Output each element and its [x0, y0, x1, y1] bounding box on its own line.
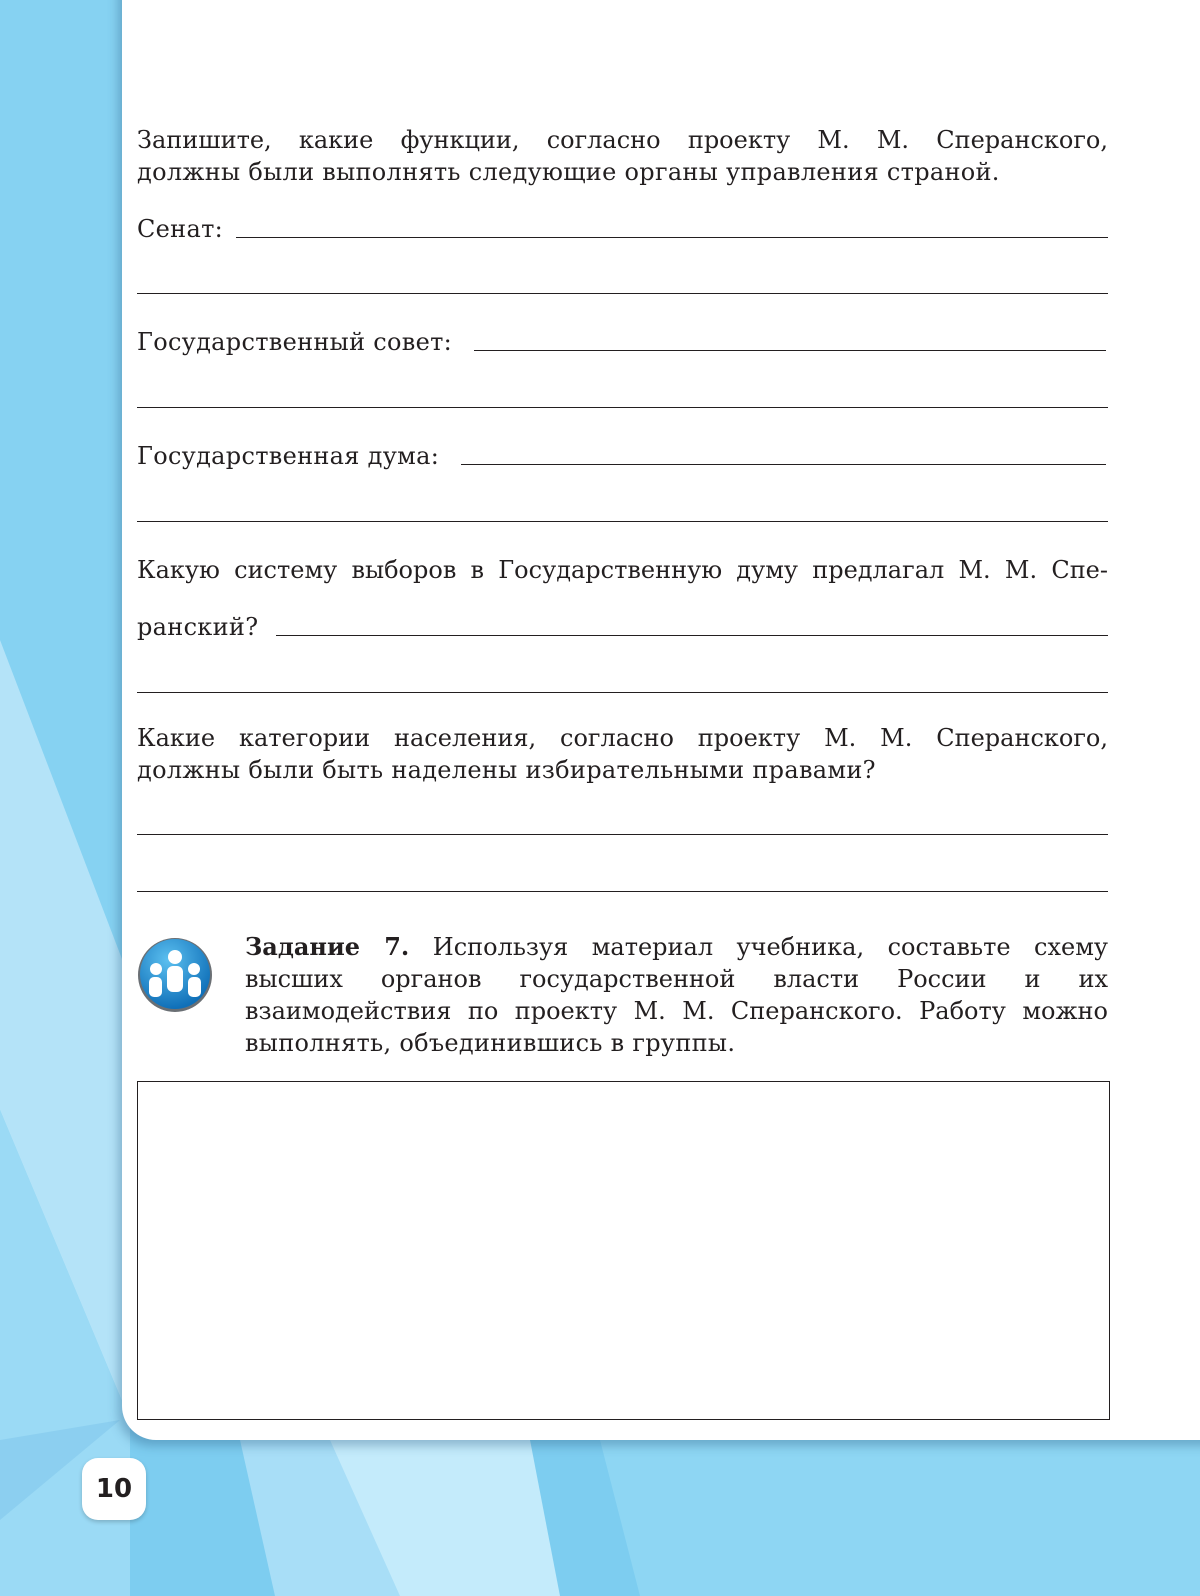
- question-1-line-2: должны были выполнять следующие органы управления страной.: [137, 158, 1000, 186]
- state-council-label: Государственный совет:: [137, 328, 453, 356]
- state-duma-label: Государственная дума:: [137, 442, 440, 470]
- question-2-line-2: ранский?: [137, 613, 259, 641]
- task-7-line-3: взаимодействия по проекту М. М. Сперанского. Работу можно: [245, 997, 1108, 1025]
- question-2-line-1: Какую систему выборов в Государственную думу предлагал М. М. Спе-: [137, 556, 1108, 584]
- senate-answer-line-1[interactable]: [236, 237, 1108, 238]
- task-7-line-1-rest: Используя материал учебника, составьте схему: [432, 933, 1108, 961]
- state-council-answer-line-1[interactable]: [474, 350, 1106, 351]
- question-3-line-2: должны были быть наделены избирательными правами?: [137, 756, 876, 784]
- question-3-answer-line-1[interactable]: [137, 834, 1108, 835]
- scheme-answer-box[interactable]: [137, 1081, 1110, 1420]
- task-7-line-2: высших органов государственной власти России и их: [245, 965, 1108, 993]
- task-7-line-4: выполнять, объединившись в группы.: [245, 1029, 736, 1057]
- state-duma-answer-line-2[interactable]: [137, 521, 1108, 522]
- question-3-line-1: Какие категории населения, согласно проекту М. М. Сперанского,: [137, 724, 1108, 752]
- group-work-icon: [136, 936, 214, 1014]
- page-number: 10: [82, 1458, 146, 1520]
- question-2-answer-line-1[interactable]: [276, 635, 1108, 636]
- question-2-answer-line-2[interactable]: [137, 692, 1108, 693]
- senate-answer-line-2[interactable]: [137, 293, 1108, 294]
- senate-label: Сенат:: [137, 215, 224, 243]
- state-duma-answer-line-1[interactable]: [461, 464, 1106, 465]
- task-7-title: Задание 7.: [245, 932, 410, 961]
- question-3-answer-line-2[interactable]: [137, 891, 1108, 892]
- task-7-line-1: [245, 931, 1108, 963]
- question-1-line-1: Запишите, какие функции, согласно проекту М. М. Сперанского,: [137, 126, 1108, 154]
- state-council-answer-line-2[interactable]: [137, 407, 1108, 408]
